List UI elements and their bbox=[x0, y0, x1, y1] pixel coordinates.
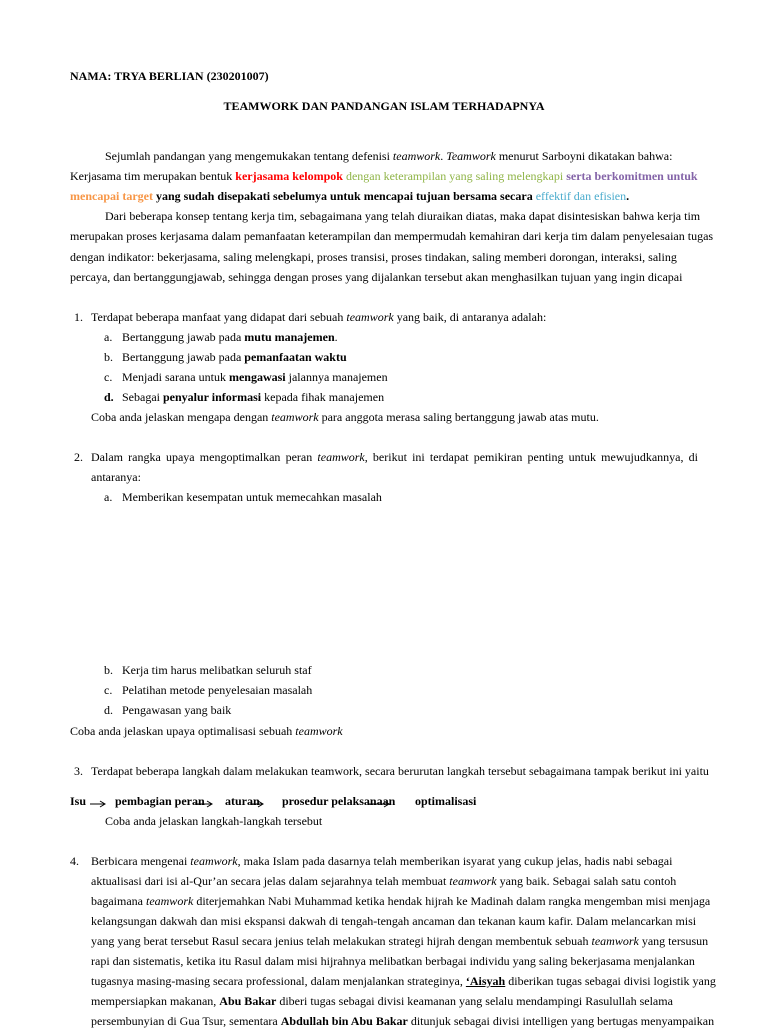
arrow-icon bbox=[90, 801, 105, 807]
highlight-red: kerjasama kelompok bbox=[235, 169, 343, 183]
q1-item-c bbox=[122, 369, 388, 385]
text-run: aktualisasi dari isi al-Qur’an secara jelas dalam sejarahnya telah membuat bbox=[91, 874, 450, 888]
text-run: bagaimana bbox=[91, 894, 146, 908]
text-run-bold: penyalur informasi bbox=[163, 390, 262, 404]
q2-item-letter: d. bbox=[104, 703, 113, 717]
text-run: diterjemahkan Nabi Muhammad ketika hendak hijrah ke Madinah dalam rangka mengemban misi menjaga bbox=[193, 894, 711, 908]
text-run-bold: Abu Bakar bbox=[219, 994, 277, 1008]
arrow-icon bbox=[250, 801, 263, 807]
text-run: Bertanggung jawab pada bbox=[122, 330, 245, 344]
text-run-bold: mutu manajemen bbox=[244, 330, 335, 344]
q1-item-a bbox=[122, 329, 338, 345]
text-run: Bertanggung jawab pada bbox=[122, 350, 245, 364]
q2-item-b: Kerja tim harus melibatkan seluruh staf bbox=[122, 663, 312, 677]
intro-p2-line-1: Dari beberapa konsep tentang kerja tim, sebagaimana yang telah diuraikan diatas, maka dapat disintesiskan bahwa kerja tim bbox=[105, 209, 701, 223]
text-run: Sejumlah pandangan yang mengemukakan tentang defenisi bbox=[105, 149, 393, 163]
q3-flow-diagram bbox=[70, 793, 490, 813]
q2-line-1 bbox=[91, 449, 698, 465]
text-run-bold-underline: ‘Aisyah bbox=[465, 974, 506, 988]
intro-line-2 bbox=[70, 168, 698, 184]
q2-line-2: antaranya: bbox=[91, 470, 141, 484]
text-run: Terdapat beberapa manfaat yang didapat dari sebuah bbox=[91, 310, 347, 324]
q1-ask bbox=[91, 409, 599, 425]
q2-item-d: Pengawasan yang baik bbox=[122, 703, 232, 717]
q3-ask: Coba anda jelaskan langkah-langkah tersebut bbox=[105, 814, 323, 828]
text-run-italic: teamwork bbox=[346, 310, 394, 324]
text-run: yang baik. Sebagai salah satu contoh bbox=[496, 874, 677, 888]
text-run-italic: teamwork bbox=[317, 450, 365, 464]
highlight-purple: serta berkomitmen untuk bbox=[563, 169, 698, 183]
text-run-italic: teamwork bbox=[591, 934, 639, 948]
q4-line-9 bbox=[91, 1013, 714, 1029]
text-run-italic: teamwork bbox=[392, 149, 441, 163]
text-run-italic: teamwork bbox=[145, 894, 194, 908]
text-run-bold: pemanfaatan waktu bbox=[244, 350, 347, 364]
intro-line-3 bbox=[70, 188, 629, 204]
text-run: persembunyian di Gua Tsur, sementara bbox=[91, 1014, 281, 1028]
q2-number: 2. bbox=[74, 450, 83, 464]
text-run-italic: teamwork bbox=[271, 410, 319, 424]
text-run: ditunjuk sebagai divisi intelligen yang bertugas menyampaikan bbox=[407, 1014, 715, 1028]
text-run: , maka Islam pada dasarnya telah memberikan isyarat yang cukup jelas, hadis nabi sebagai bbox=[237, 854, 673, 868]
q1-item-d bbox=[122, 389, 384, 405]
q2-item-letter: b. bbox=[104, 663, 113, 677]
text-run: tugasnya masing-masing secara professional, dalam menjalankan strateginya, bbox=[91, 974, 466, 988]
q4-line-7 bbox=[91, 973, 716, 989]
q4-line-3 bbox=[91, 893, 710, 909]
flow-step-isu: Isu bbox=[70, 794, 87, 808]
text-run: Coba anda jelaskan upaya optimalisasi sebuah bbox=[70, 724, 296, 738]
document-title: TEAMWORK DAN PANDANGAN ISLAM TERHADAPNYA bbox=[223, 99, 545, 113]
highlight-blue: effektif dan efisien bbox=[535, 189, 627, 203]
text-run: Sebagai bbox=[122, 390, 163, 404]
text-run-italic: teamwork bbox=[449, 874, 497, 888]
q1-item-letter: a. bbox=[104, 330, 113, 344]
intro-line-1 bbox=[105, 148, 672, 164]
q2-item-c: Pelatihan metode penyelesaian masalah bbox=[122, 683, 313, 697]
q4-line-6: rapi dan sistematis, ketika itu Rasul dalam misi hijrahnya melibatkan berbagai individu yang saling bekerjasama menjalankan bbox=[91, 954, 695, 968]
q3-number: 3. bbox=[74, 764, 83, 778]
flow-step-aturan: aturan bbox=[225, 794, 260, 808]
text-run: . bbox=[334, 330, 338, 344]
text-run: kepada fihak manajemen bbox=[261, 390, 385, 404]
flow-step-pembagian-peran: pembagian peran bbox=[115, 794, 205, 808]
text-run: Berbicara mengenai bbox=[91, 854, 191, 868]
highlight-orange: mencapai target bbox=[70, 189, 153, 203]
q3-text: Terdapat beberapa langkah dalam melakukan teamwork, secara berurutan langkah tersebut sebagaimana tampak berikut ini yaitu bbox=[91, 764, 709, 778]
q4-line-1 bbox=[91, 853, 672, 869]
q4-line-5 bbox=[91, 933, 708, 949]
q1-item-letter: c. bbox=[104, 370, 113, 384]
arrow-icon bbox=[368, 801, 389, 807]
text-run-italic: teamwork bbox=[190, 854, 238, 868]
q4-line-8 bbox=[91, 993, 673, 1009]
intro-p2-line-2: merupakan proses kerjasama dalam pemanfaatan keterampilan dan mempermudah kemahiran dari kerja tim dalam penyelesaian tugas bbox=[70, 229, 714, 243]
q2-item-a: Memberikan kesempatan untuk memecahkan masalah bbox=[122, 490, 382, 504]
text-run: . bbox=[440, 149, 447, 163]
text-run: jalannya manajemen bbox=[285, 370, 388, 384]
q1-text bbox=[91, 309, 546, 325]
text-run: Dalam rangka upaya mengoptimalkan peran bbox=[91, 450, 318, 464]
q2-item-letter: a. bbox=[104, 490, 113, 504]
text-run-bold: mengawasi bbox=[228, 370, 286, 384]
text-run: diberi tugas sebagai divisi keamanan yang selalu mendampingi Rasulullah selama bbox=[276, 994, 673, 1008]
text-run: yang baik, di antaranya adalah: bbox=[393, 310, 547, 324]
q4-line-2 bbox=[91, 873, 676, 889]
text-run: diberikan tugas sebagai divisi logistik yang bbox=[505, 974, 716, 988]
text-run: mempersiapkan makanan, bbox=[91, 994, 220, 1008]
text-run: , berikut ini terdapat pemikiran penting untuk mewujudkannya, di bbox=[364, 450, 698, 464]
text-run: yang yang berat tersebut Rasul secara jenius telah melakukan strategi hijrah dengan membentuk sebuah bbox=[91, 934, 592, 948]
highlight-green: dengan keterampilan yang saling melengkapi bbox=[342, 169, 564, 183]
q4-line-4: kelangsungan dakwah dan misi ekspansi dakwah di tengah-tengah ancaman dan tekanan kaum kafir. Dalam melancarkan misi bbox=[91, 914, 697, 928]
q1-item-letter: d. bbox=[104, 390, 114, 404]
q1-number: 1. bbox=[74, 310, 83, 324]
text-run: menurut Sarboyni dikatakan bahwa: bbox=[495, 149, 673, 163]
q1-item-b bbox=[122, 349, 347, 365]
q1-item-letter: b. bbox=[104, 350, 113, 364]
text-run: Kerjasama tim merupakan bentuk bbox=[70, 169, 236, 183]
text-run-bold: yang sudah disepakati sebelumya untuk mencapai tujuan bersama secara bbox=[152, 189, 536, 203]
text-run-bold: . bbox=[626, 189, 630, 203]
text-run: Menjadi sarana untuk bbox=[122, 370, 229, 384]
flow-arrows bbox=[70, 793, 490, 813]
text-run: para anggota merasa saling bertanggung jawab atas mutu. bbox=[318, 410, 599, 424]
q2-ask bbox=[70, 723, 343, 739]
intro-p2-line-4: percaya, dan bertanggungjawab, sehingga dengan proses yang dijalankan tersebut akan menghasilkan tujuan yang ingin dicapai bbox=[70, 270, 683, 284]
text-run: yang tersusun bbox=[638, 934, 709, 948]
intro-p2-line-3: dengan indikator: bekerjasama, saling melengkapi, proses transisi, proses tindakan, saling memberi dorongan, interaksi, saling bbox=[70, 250, 677, 264]
text-run: Coba anda jelaskan mengapa dengan bbox=[91, 410, 272, 424]
q2-item-letter: c. bbox=[104, 683, 113, 697]
text-run-bold: Abdullah bin Abu Bakar bbox=[280, 1014, 408, 1028]
arrow-icon bbox=[195, 801, 212, 807]
q4-number: 4. bbox=[70, 854, 79, 868]
flow-step-optimalisasi: optimalisasi bbox=[415, 794, 477, 808]
text-run-italic: teamwork bbox=[295, 724, 343, 738]
student-name-line: NAMA: TRYA BERLIAN (230201007) bbox=[70, 69, 269, 83]
text-run-italic: Teamwork bbox=[446, 149, 496, 163]
flow-step-prosedur-pelaksanaan: prosedur pelaksanaan bbox=[282, 794, 396, 808]
